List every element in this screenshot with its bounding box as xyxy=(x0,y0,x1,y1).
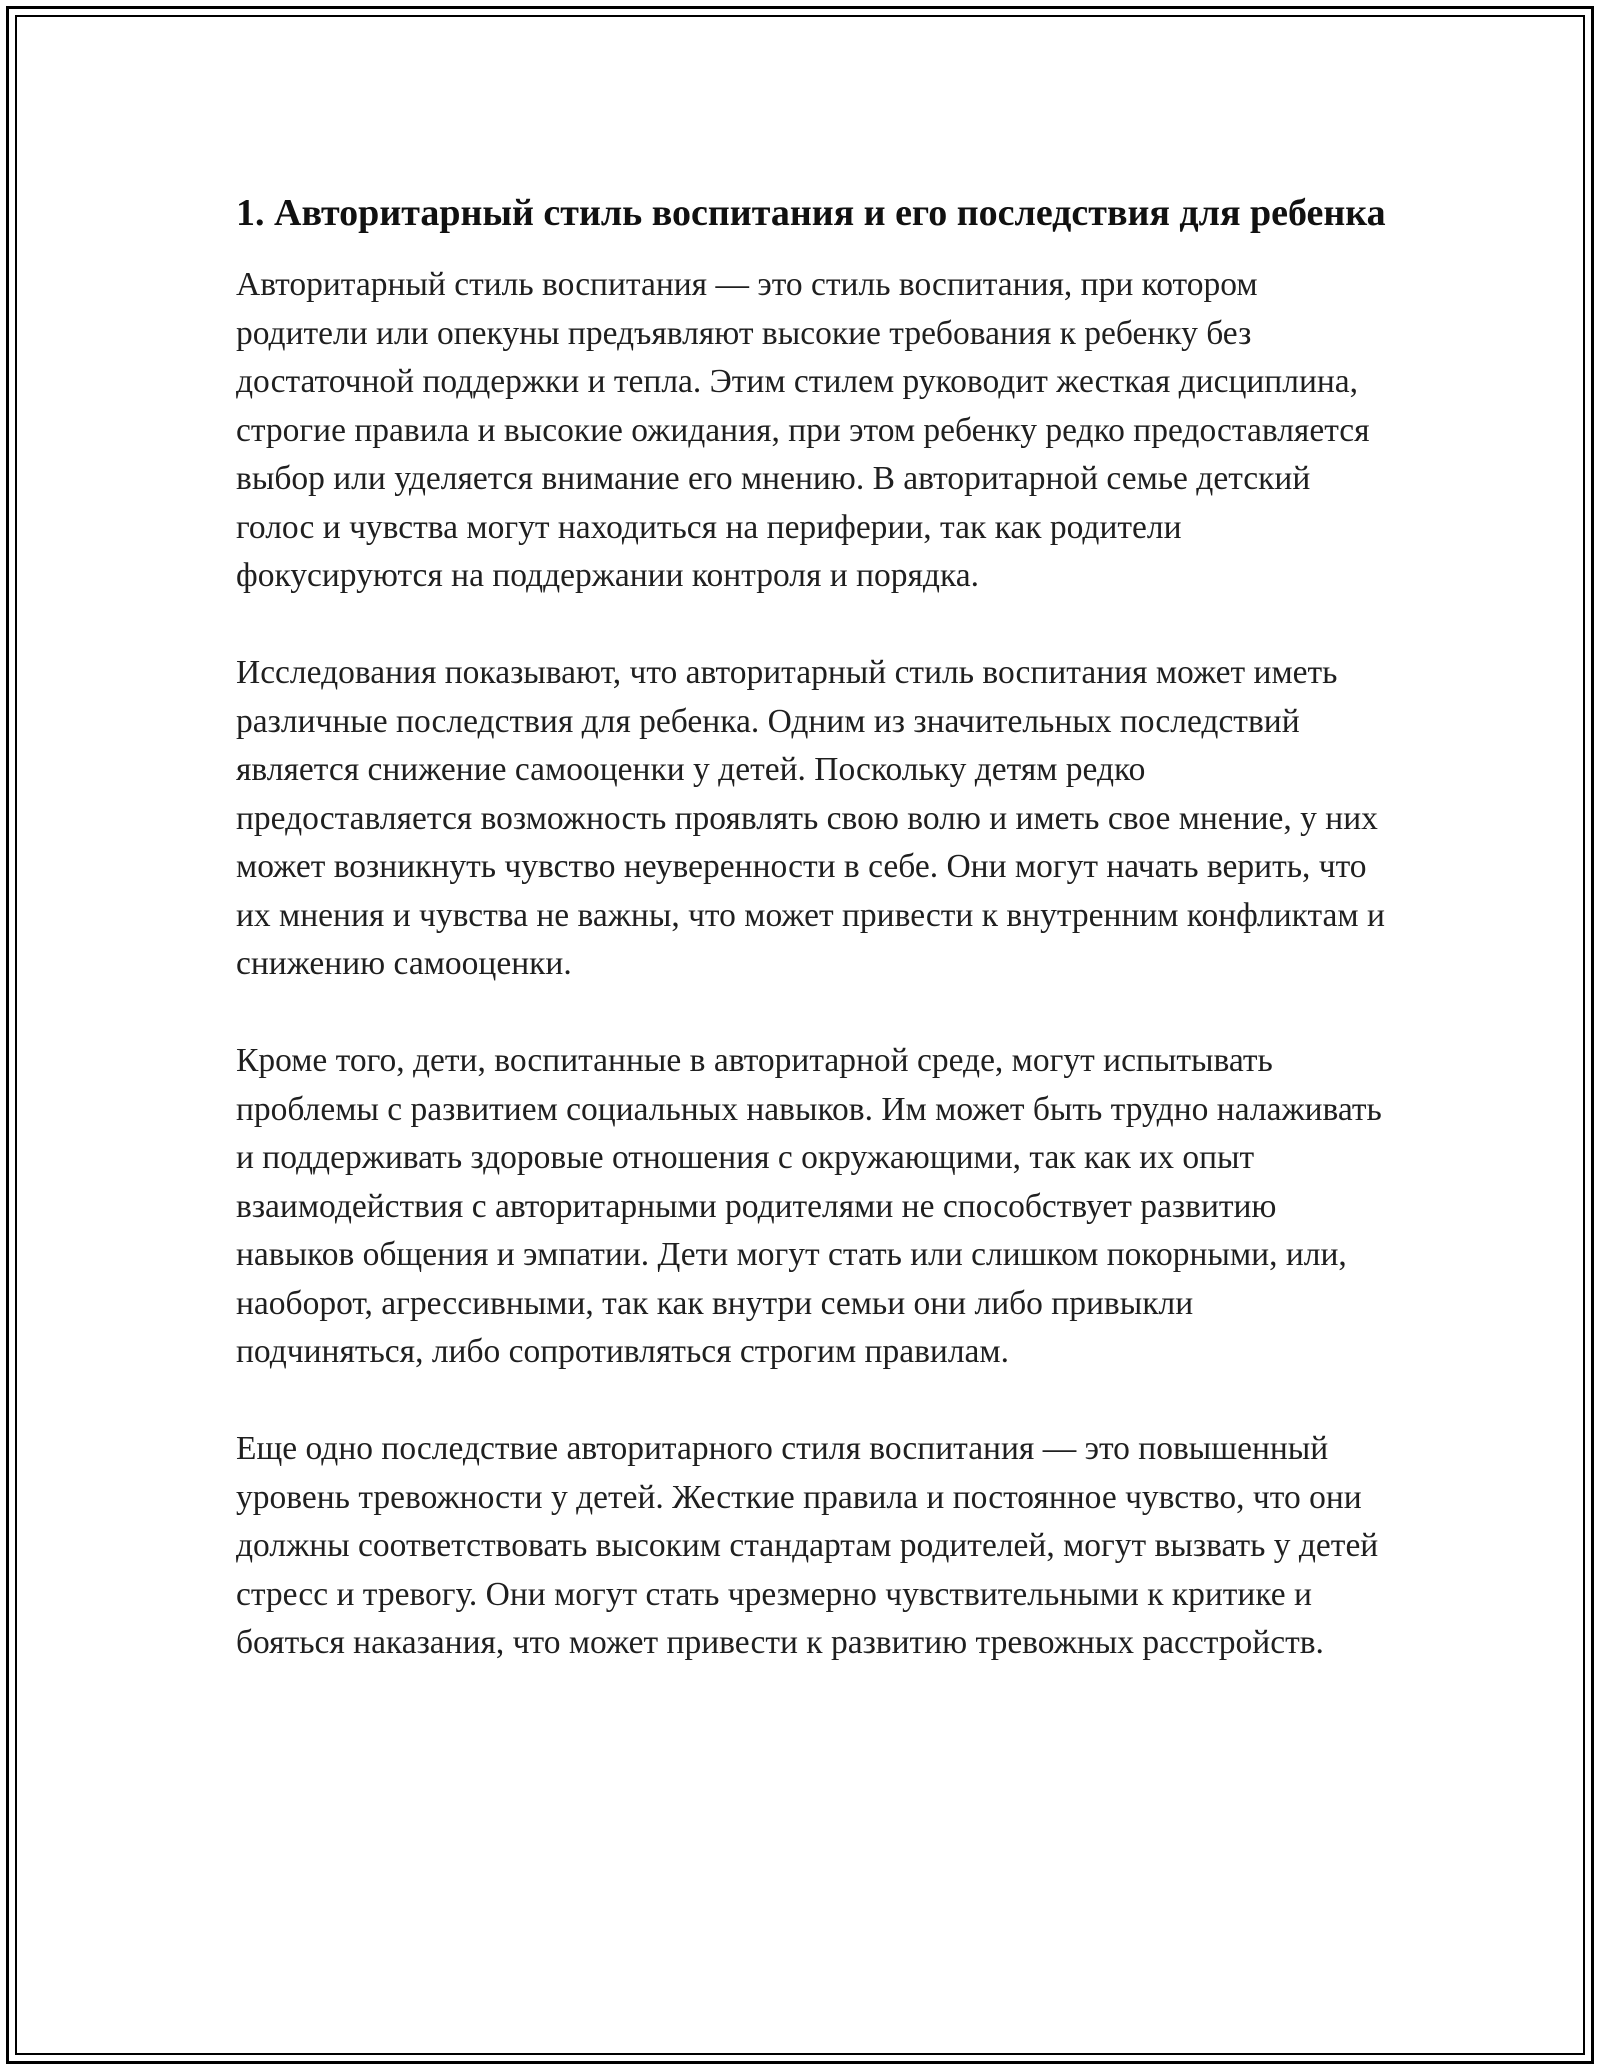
section-title: 1. Авторитарный стиль воспитания и его последствия для ребенка xyxy=(236,192,1386,234)
document-body xyxy=(236,186,1386,1668)
paragraph-social-skills: Кроме того, дети, воспитанные в авторитарной среде, могут испытывать проблемы с развитием социальных навыков. Им может быть трудно налаживать и поддерживать здоровые отношения с окружающими, так как их опыт взаимодействия с авторитарными родителями не способствует развитию навыков общения и эмпатии. Дети могут стать или слишком покорными, или, наоборот, агрессивными, так как внутри семьи они либо привыкли подчиняться, либо сопротивляться строгим правилам. xyxy=(236,1042,1382,1370)
paragraph-definition: Авторитарный стиль воспитания — это стиль воспитания, при котором родители или опекуны предъявляют высокие требования к ребенку без достаточной поддержки и тепла. Этим стилем руководит жесткая дисциплина, строгие правила и высокие ожидания, при этом ребенку редко предоставляется выбор или уделяется внимание его мнению. В авторитарной семье детский голос и чувства могут находиться на периферии, так как родители фокусируются на поддержании контроля и порядка. xyxy=(236,266,1370,594)
paragraph-anxiety: Еще одно последствие авторитарного стиля воспитания — это повышенный уровень тревожности у детей. Жесткие правила и постоянное чувство, что они должны соответствовать высоким стандартам родителей, могут вызвать у детей стресс и тревогу. Они могут стать чрезмерно чувствительными к критике и бояться наказания, что может привести к развитию тревожных расстройств. xyxy=(236,1430,1379,1661)
paragraph-self-esteem: Исследования показывают, что авторитарный стиль воспитания может иметь различные последствия для ребенка. Одним из значительных последствий является снижение самооценки у детей. Поскольку детям редко предоставляется возможность проявлять свою волю и иметь свое мнение, у них может возникнуть чувство неуверенности в себе. Они могут начать верить, что их мнения и чувства не важны, что может привести к внутренним конфликтам и снижению самооценки. xyxy=(236,654,1385,982)
